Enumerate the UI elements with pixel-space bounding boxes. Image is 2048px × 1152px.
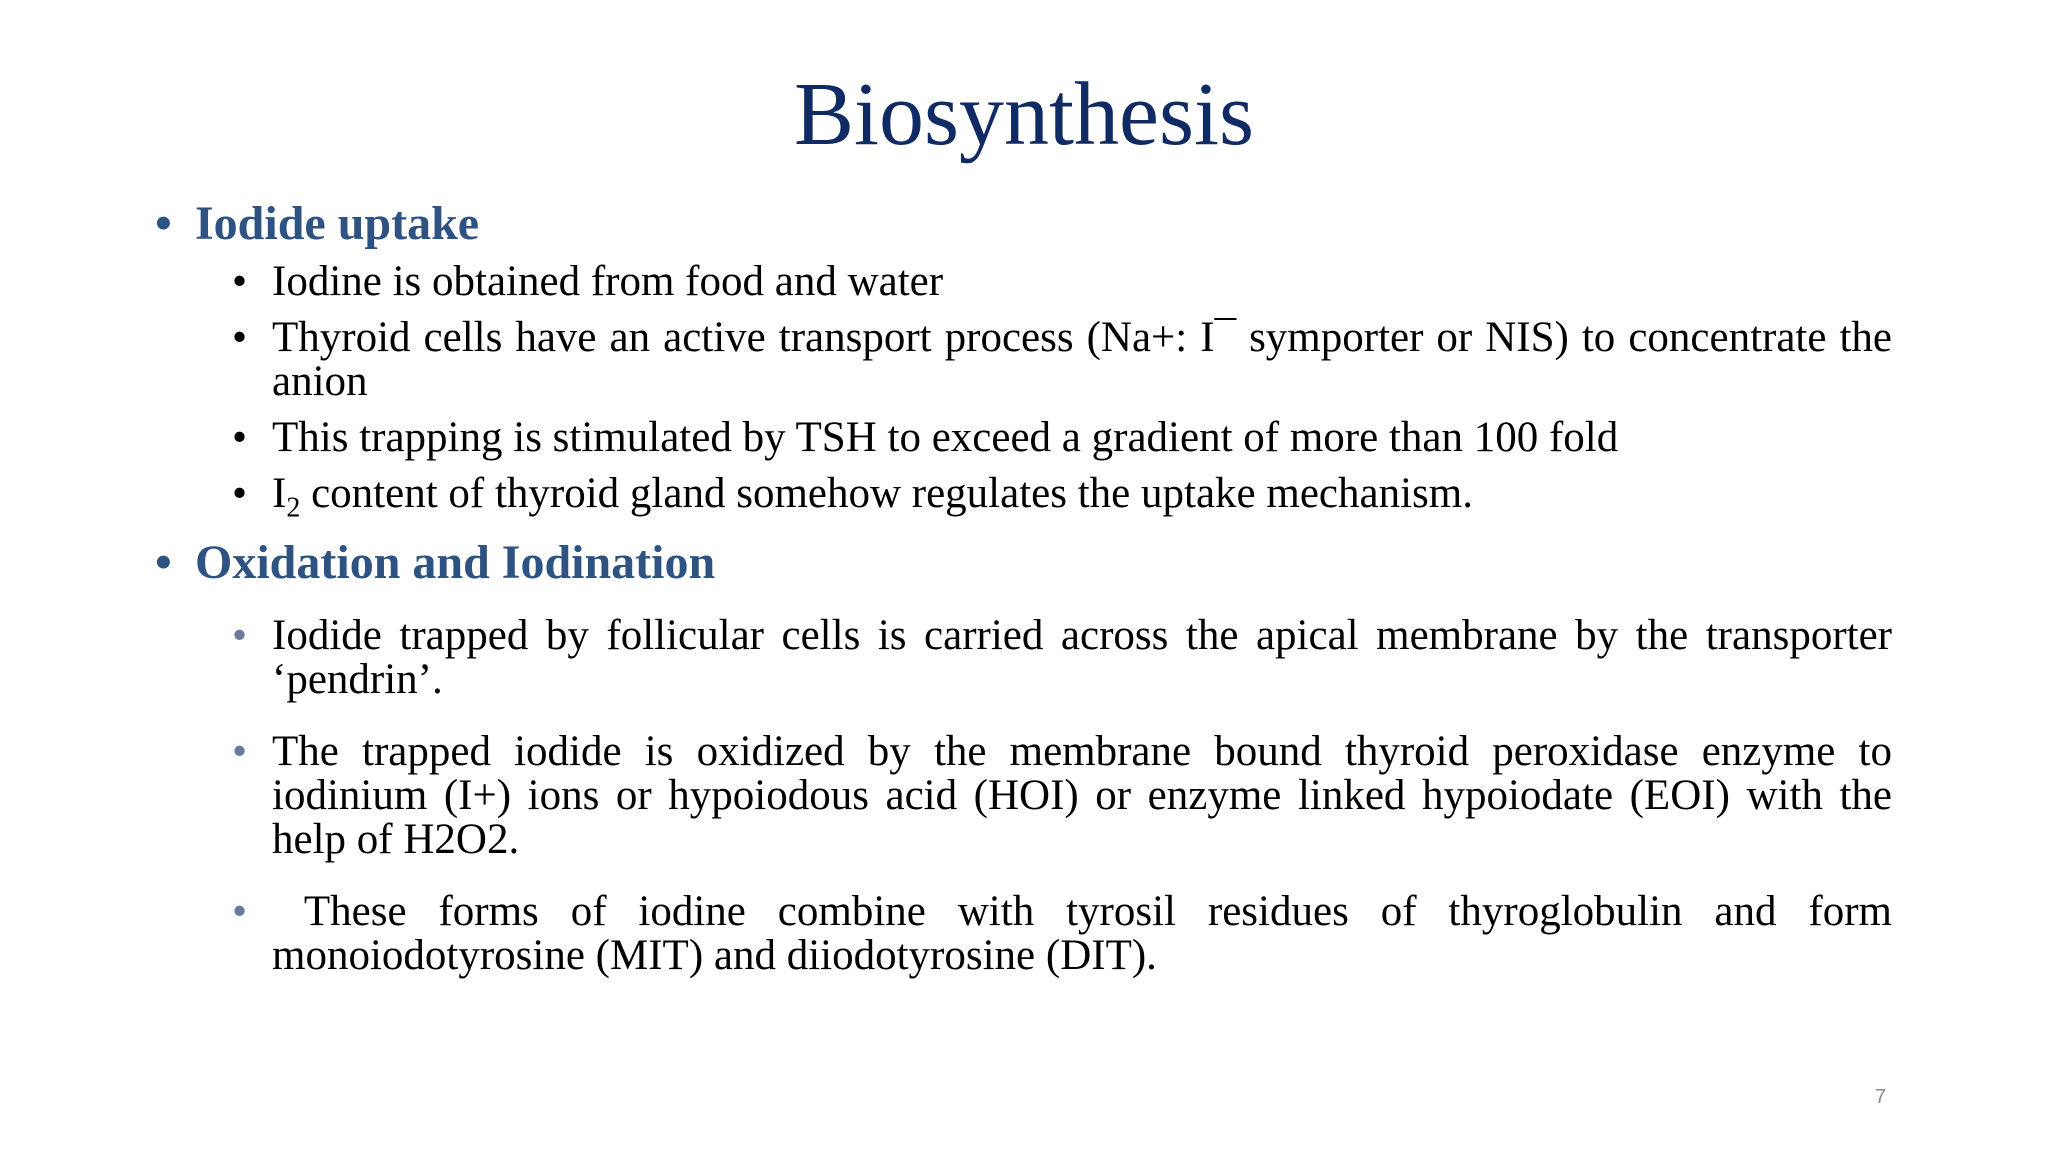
bullet-icon: • [232, 888, 248, 935]
bullet-icon: • [232, 314, 248, 361]
list-item [232, 316, 1892, 404]
list-item [232, 416, 1892, 460]
bullet-icon: • [232, 728, 248, 775]
list-item-text-rest: content of thyroid gland somehow regulates the uptake mechanism. [300, 470, 1473, 517]
list-item-text: Iodine is obtained from food and water [272, 258, 944, 305]
page-number: 7 [1874, 1086, 1886, 1108]
bullet-icon: • [155, 536, 172, 589]
bullet-icon: • [232, 470, 248, 517]
list-item-text [272, 472, 1892, 531]
list-item-text: These forms of iodine combine with tyrosil residues of thyroglobulin and form monoiodotyrosine (MIT) and diiodotyrosine (DIT). [272, 888, 1903, 979]
section-heading-text: Iodide uptake [195, 197, 480, 250]
list-item-text: The trapped iodide is oxidized by the membrane bound thyroid peroxidase enzyme to iodinium (I+) ions or hypoiodous acid (HOI) or enzyme linked hypoiodate (EOI) with the help of H2O2. [272, 728, 1892, 863]
section-heading-iodide-uptake [155, 198, 479, 250]
slide-title: Biosynthesis [793, 65, 1255, 164]
bullet-icon: • [232, 612, 248, 659]
bullet-icon: • [232, 258, 248, 305]
section-heading-oxidation-iodination [155, 537, 715, 589]
list-item [232, 260, 1892, 304]
bullet-icon: • [232, 414, 248, 461]
list-item [232, 614, 1892, 702]
section-heading-text: Oxidation and Iodination [195, 536, 716, 589]
list-item-text: Iodide trapped by follicular cells is carried across the apical membrane by the transporter ‘pendrin’. [272, 612, 1892, 703]
formula-subscript: 2 [286, 492, 301, 524]
bullet-icon: • [155, 197, 172, 250]
list-item [232, 730, 1892, 862]
list-item-text: This trapping is stimulated by TSH to exceed a gradient of more than 100 fold [272, 414, 1619, 461]
list-item-text: Thyroid cells have an active transport process (Na+: I¯ symporter or NIS) to concentrate the anion [272, 314, 1892, 405]
list-item [232, 888, 1903, 979]
list-item [232, 472, 1892, 531]
formula-symbol: I [272, 470, 287, 517]
